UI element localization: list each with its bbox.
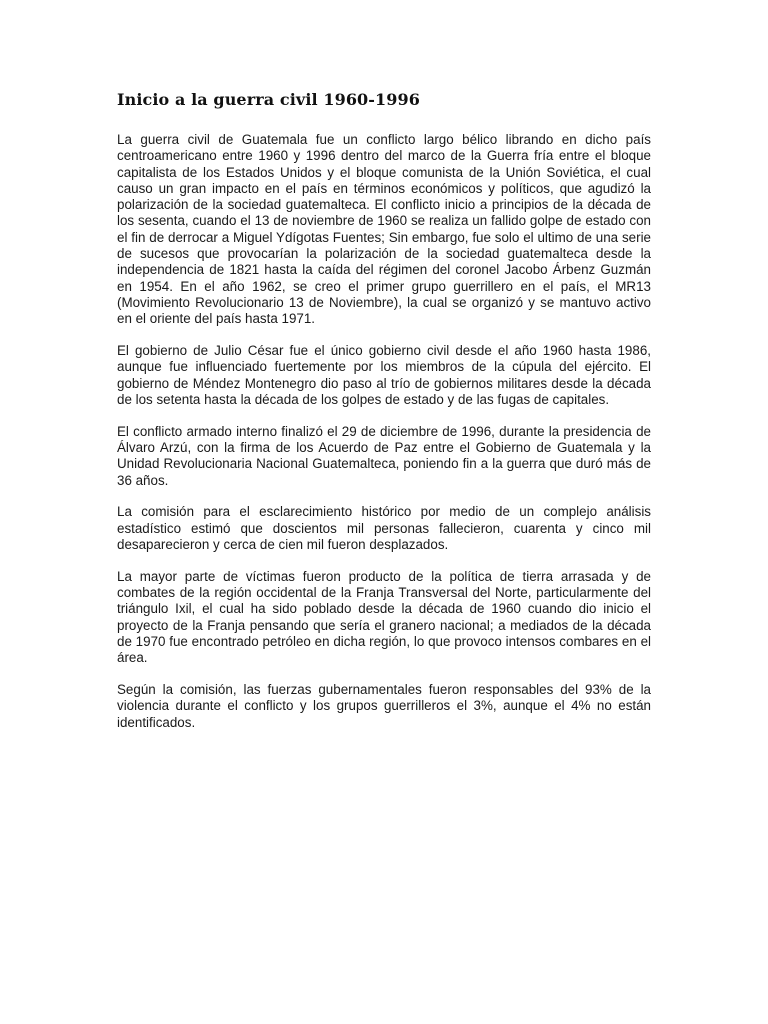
paragraph-2: El gobierno de Julio César fue el único gobierno civil desde el año 1960 hasta 1986, aunque fue influenciado fuertemente por los miembros de la cúpula del ejército. El gobierno de Méndez Montenegro dio paso al trío de gobiernos militares desde la década de los setenta hasta la década de los golpes de estado y de las fugas de capitales. [117,343,651,407]
paragraph-1: La guerra civil de Guatemala fue un conflicto largo bélico librando en dicho país centroamericano entre 1960 y 1996 dentro del marco de la Guerra fría entre el bloque capitalista de los Estados Unidos y el bloque comunista de la Unión Soviética, el cual causo un gran impacto en el país en términos económicos y políticos, que agudizó la polarización de la sociedad guatemalteca. El conflicto inicio a principios de la década de los sesenta, cuando el 13 de noviembre de 1960 se realiza un fallido golpe de estado con el fin de derrocar a Miguel Ydígotas Fuentes; Sin embargo, fue solo el ultimo de una serie de sucesos que provocarían la polarización de la sociedad guatemalteca desde la independencia de 1821 hasta la caída del régimen del coronel Jacobo Árbenz Guzmán en 1954. En el año 1962, se creo el primer grupo guerrillero en el país, el MR13 (Movimiento Revolucionario 13 de Noviembre), la cual se organizó y se mantuvo activo en el oriente del país hasta 1971. [117,132,651,327]
paragraph-6: Según la comisión, las fuerzas gubernamentales fueron responsables del 93% de la violencia durante el conflicto y los grupos guerrilleros el 3%, aunque el 4% no están identificados. [117,682,651,730]
paragraph-5: La mayor parte de víctimas fueron producto de la política de tierra arrasada y de combates de la región occidental de la Franja Transversal del Norte, particularmente del triángulo Ixil, el cual ha sido poblado desde la década de 1960 cuando dio inicio el proyecto de la Franja pensando que sería el granero nacional; a mediados de la década de 1970 fue encontrado petróleo en dicha región, lo que provoco intensos combares en el área. [117,568,651,666]
paragraph-3: El conflicto armado interno finalizó el 29 de diciembre de 1996, durante la presidencia de Álvaro Arzú, con la firma de los Acuerdo de Paz entre el Gobierno de Guatemala y la Unidad Revolucionaria Nacional Guatemalteca, poniendo fin a la guerra que duró más de 36 años. [117,423,651,488]
document-body [117,132,651,747]
document-title: Inicio a la guerra civil 1960-1996 [117,90,420,109]
paragraph-4: La comisión para el esclarecimiento histórico por medio de un complejo análisis estadístico estimó que doscientos mil personas fallecieron, cuarenta y cinco mil desaparecieron y cerca de cien mil fueron desplazados. [117,504,651,553]
